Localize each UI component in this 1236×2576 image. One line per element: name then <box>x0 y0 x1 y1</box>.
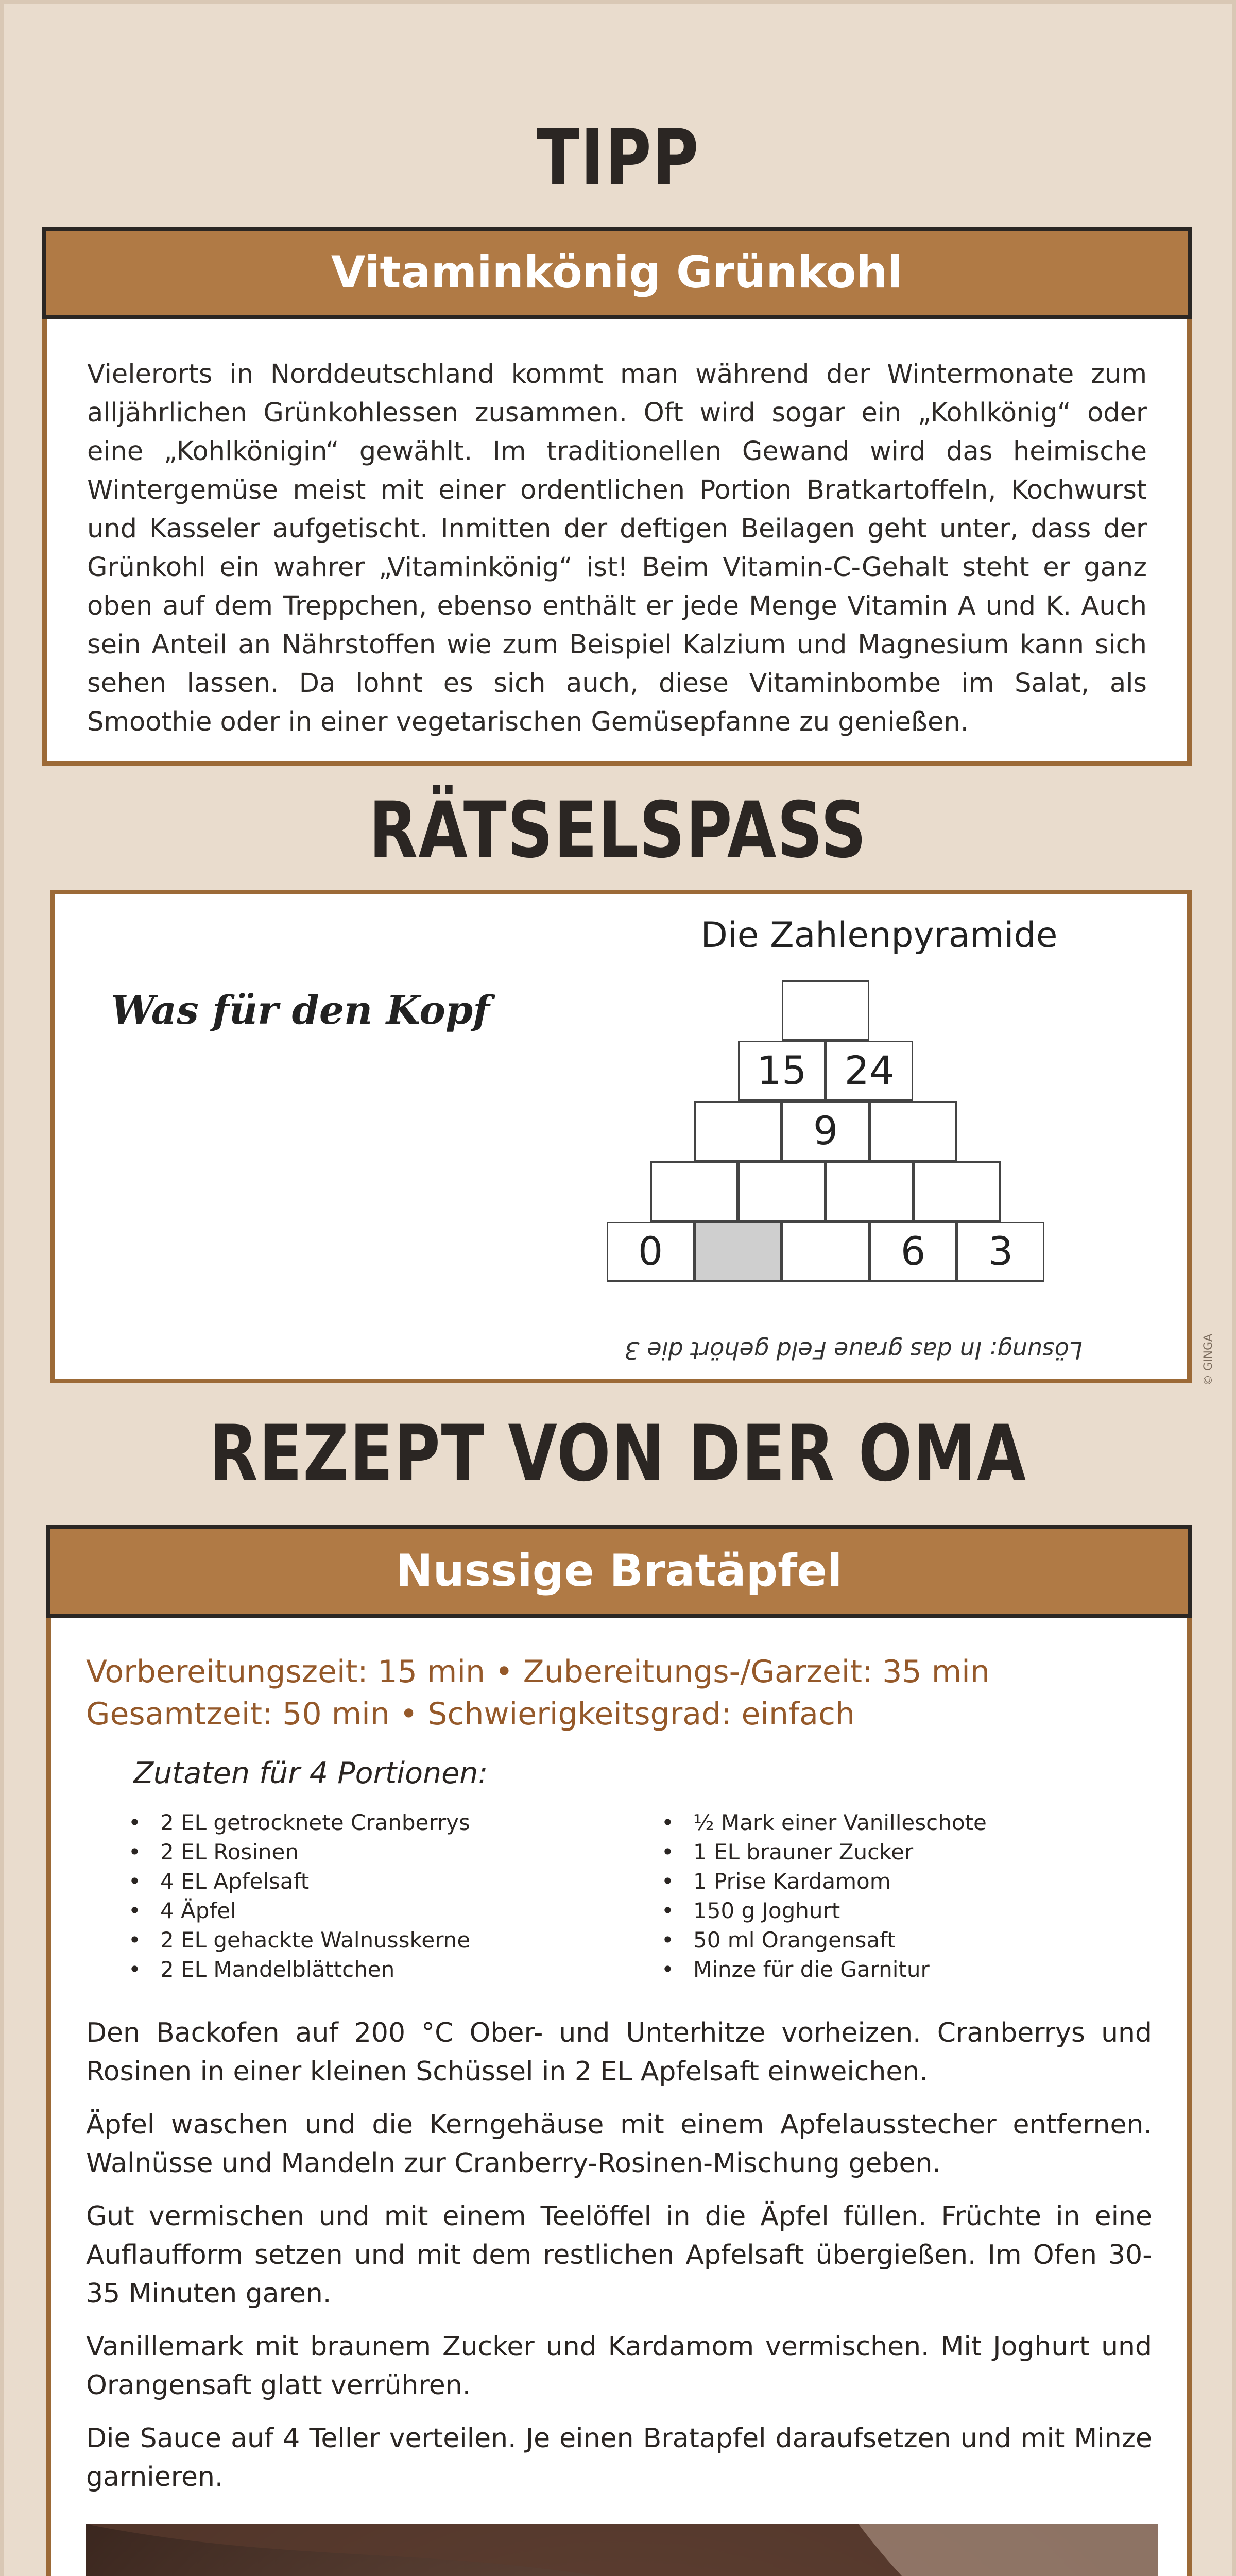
tipp-text: Vielerorts in Norddeutschland kommt man während der Wintermonate zum alljährlichen Grünkohlessen zusammen. Oft wird sogar ein „Kohlkönig“ oder eine „Kohlkönigin“ gewählt. Im traditionellen Gewand wird das heimische Wintergemüse meist mit einer ordentlichen Portion Bratkartoffeln, Kochwurst und Kasseler aufgetischt. Inmitten der deftigen Beilagen geht unter, dass der Grünkohl ein wahrer „Vitaminkönig“ ist! Beim Vitamin-C-Gehalt steht er ganz oben auf dem Treppchen, ebenso enthält er jede Menge Vitamin A und K. Auch sein Anteil an Nährstoffen wie zum Beispiel Kalzium und Magnesium kann sich sehen lassen. Da lohnt es sich auch, diese Vitaminbombe im Salat, als Smoothie oder in einer vegetarischen Gemüsepfanne zu genießen. <box>87 359 1147 737</box>
ingredients-title: Zutaten für 4 Portionen: <box>133 1756 488 1790</box>
recipe-step: Gut vermischen und mit einem Teelöffel in die Äpfel füllen. Früchte in eine Auflaufform setzen und mit dem restlichen Apfelsaft übergießen. Im Ofen 30-35 Minuten garen. <box>86 2201 1152 2309</box>
tipp-header: Vitaminkönig Grünkohl <box>42 227 1192 319</box>
pyramid-title: Die Zahlenpyramide <box>700 915 1058 956</box>
pyramid-cell <box>826 1161 913 1222</box>
pyramid-cell <box>738 1161 826 1222</box>
section-title-rezept: REZEPT VON DER OMA <box>209 1409 1027 1499</box>
ingredient-item: • 2 EL getrocknete Cranberrys <box>128 1808 470 1837</box>
pyramid-cell <box>782 980 869 1041</box>
pyramid-cell <box>650 1161 738 1222</box>
raetsel-credit: © GINGA <box>1202 1333 1215 1386</box>
pyramid-cell: 15 <box>738 1041 826 1101</box>
pyramid-cell-grey <box>694 1222 782 1282</box>
pyramid-cell <box>782 1222 869 1282</box>
recipe-box <box>46 1525 1192 2576</box>
pyramid-cell: 3 <box>957 1222 1044 1282</box>
ingredient-item: • 2 EL gehackte Walnusskerne <box>128 1925 470 1955</box>
pyramid-cell <box>913 1161 1001 1222</box>
pyramid-cell <box>869 1101 957 1161</box>
ingredient-item: • 1 Prise Kardamom <box>661 1867 987 1896</box>
pyramid-cell <box>694 1101 782 1161</box>
recipe-times: Vorbereitungszeit: 15 min • Zubereitungs-/Garzeit: 35 min <box>86 1654 990 1690</box>
recipe-step: Den Backofen auf 200 °C Ober- und Unterhitze vorheizen. Cranberrys und Rosinen in einer kleinen Schüssel in 2 EL Apfelsaft einweichen. <box>86 2018 1152 2087</box>
pyramid-cell: 6 <box>869 1222 957 1282</box>
recipe-total-difficulty: Gesamtzeit: 50 min • Schwierigkeitsgrad: einfach <box>86 1696 855 1732</box>
ingredient-item: • 1 EL brauner Zucker <box>661 1837 987 1867</box>
ingredient-item: • ½ Mark einer Vanilleschote <box>661 1808 987 1837</box>
recipe-steps <box>86 2014 1152 2511</box>
pyramid-cell: 9 <box>782 1101 869 1161</box>
pyramid-cell: 24 <box>826 1041 913 1101</box>
ingredient-item: • 150 g Joghurt <box>661 1896 987 1925</box>
ingredient-item: • Minze für die Garnitur <box>661 1955 987 1984</box>
section-title-raetsel: RÄTSELSPASS <box>369 786 867 875</box>
ingredient-item: • 4 EL Apfelsaft <box>128 1867 470 1896</box>
recipe-meta <box>86 1651 1152 1735</box>
tipp-box <box>42 227 1192 766</box>
baked-apples-photo <box>86 2524 1158 2576</box>
pyramid-cell: 0 <box>607 1222 694 1282</box>
puzzle-solution: Lösung: In das graue Feld gehört die 3 <box>624 1336 1083 1364</box>
raetsel-box <box>50 890 1192 1383</box>
ingredient-item: • 50 ml Orangensaft <box>661 1925 987 1955</box>
section-title-tipp: TIPP <box>536 113 700 203</box>
ingredient-item: • 2 EL Mandelblättchen <box>128 1955 470 1984</box>
ingredient-item: • 2 EL Rosinen <box>128 1837 470 1867</box>
raetsel-subtitle: Was für den Kopf <box>111 987 490 1033</box>
ingredients-list-right <box>661 1808 987 1984</box>
recipe-step: Die Sauce auf 4 Teller verteilen. Je einen Bratapfel daraufsetzen und mit Minze garnieren. <box>86 2423 1152 2493</box>
ingredient-item: • 4 Äpfel <box>128 1896 470 1925</box>
recipe-step: Äpfel waschen und die Kerngehäuse mit einem Apfelausstecher entfernen. Walnüsse und Mandeln zur Cranberry-Rosinen-Mischung geben. <box>86 2109 1152 2179</box>
recipe-header: Nussige Bratäpfel <box>46 1525 1192 1618</box>
recipe-step: Vanillemark mit braunem Zucker und Kardamom vermischen. Mit Joghurt und Orangensaft glatt verrühren. <box>86 2331 1152 2401</box>
ingredients-list-left <box>128 1808 470 1984</box>
